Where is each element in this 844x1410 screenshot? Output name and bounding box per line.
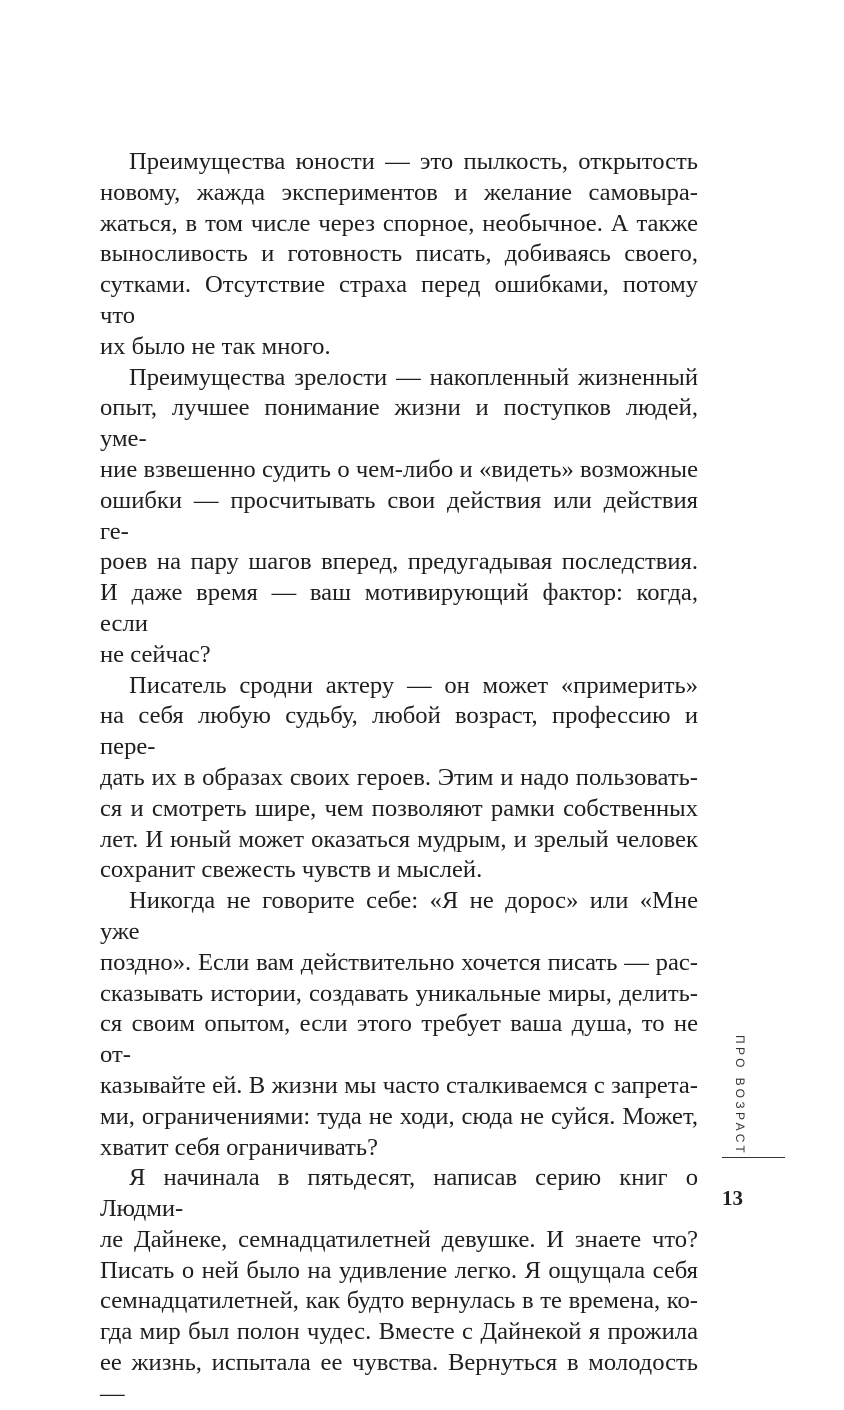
text-line: ся своим опытом, если этого требует ваша душа, то не от-: [100, 1010, 698, 1069]
text-line: сутками. Отсутствие страха перед ошибками, потому что: [100, 271, 698, 329]
text-line: ми, ограничениями: туда не ходи, сюда не суйся. Может,: [100, 1102, 698, 1130]
text-line: роев на пару шагов вперед, предугадывая последствия.: [100, 548, 698, 576]
text-line: ние взвешенно судить о чем-либо и «видеть» возможные: [100, 455, 698, 483]
text-line: сказывать истории, создавать уникальные миры, делить-: [100, 979, 698, 1007]
text-line: ле Дайнеке, семнадцатилетней девушке. И знаете что?: [100, 1225, 698, 1253]
text-line: Я начинала в пятьдесят, написав серию книг о Людми-: [100, 1164, 698, 1223]
text-line: не сейчас?: [100, 640, 211, 668]
text-line: Никогда не говорите себе: «Я не дорос» или «Мне уже: [100, 887, 698, 945]
paragraph: [100, 1163, 698, 1409]
text-line: выносливость и готовность писать, добиваясь своего,: [100, 240, 698, 268]
text-line: Преимущества юности — это пылкость, открытость: [129, 148, 698, 175]
text-line: лет. И юный может оказаться мудрым, и зрелый человек: [100, 825, 698, 853]
text-line: гда мир был полон чудес. Вместе с Дайнекой я прожила: [100, 1318, 698, 1346]
text-line: Писать о ней было на удивление легко. Я ощущала себя: [100, 1256, 698, 1284]
paragraph: [100, 671, 698, 887]
running-head-rule: [722, 1157, 785, 1158]
text-line: Преимущества зрелости — накопленный жизненный: [129, 363, 698, 391]
text-line: ся и смотреть шире, чем позволяют рамки собственных: [100, 794, 698, 822]
running-head: ПРО ВОЗРАСТ: [733, 1035, 747, 1157]
paragraph: [100, 147, 698, 363]
text-line: ошибки — просчитывать свои действия или действия ге-: [100, 486, 698, 545]
text-line: хватит себя ограничивать?: [100, 1133, 379, 1161]
text-line: жаться, в том числе через спорное, необычное. А также: [100, 209, 698, 237]
text-line: сохранит свежесть чувств и мыслей.: [100, 856, 483, 884]
text-line: опыт, лучшее понимание жизни и поступков людей, уме-: [100, 394, 698, 453]
text-line: Писатель сродни актеру — он может «примерить»: [129, 671, 698, 699]
text-line: дать их в образах своих героев. Этим и надо пользовать-: [100, 763, 698, 791]
text-line: И даже время — ваш мотивирующий фактор: когда, если: [100, 579, 698, 637]
paragraph: [100, 886, 698, 1163]
page-number: 13: [722, 1186, 743, 1210]
body-text: [100, 147, 698, 1410]
text-line: поздно». Если вам действительно хочется писать — рас-: [100, 948, 698, 976]
text-line: ее жизнь, испытала ее чувства. Вернуться в молодость —: [100, 1349, 698, 1407]
text-line: на себя любую судьбу, любой возраст, профессию и пере-: [100, 702, 698, 761]
paragraph: [100, 363, 698, 671]
text-line: их было не так много.: [100, 332, 331, 360]
text-line: новому, жажда экспериментов и желание самовыра-: [100, 178, 698, 206]
text-line: семнадцатилетней, как будто вернулась в те времена, ко-: [100, 1287, 698, 1315]
text-line: казывайте ей. В жизни мы часто сталкиваемся с запрета-: [100, 1071, 698, 1099]
